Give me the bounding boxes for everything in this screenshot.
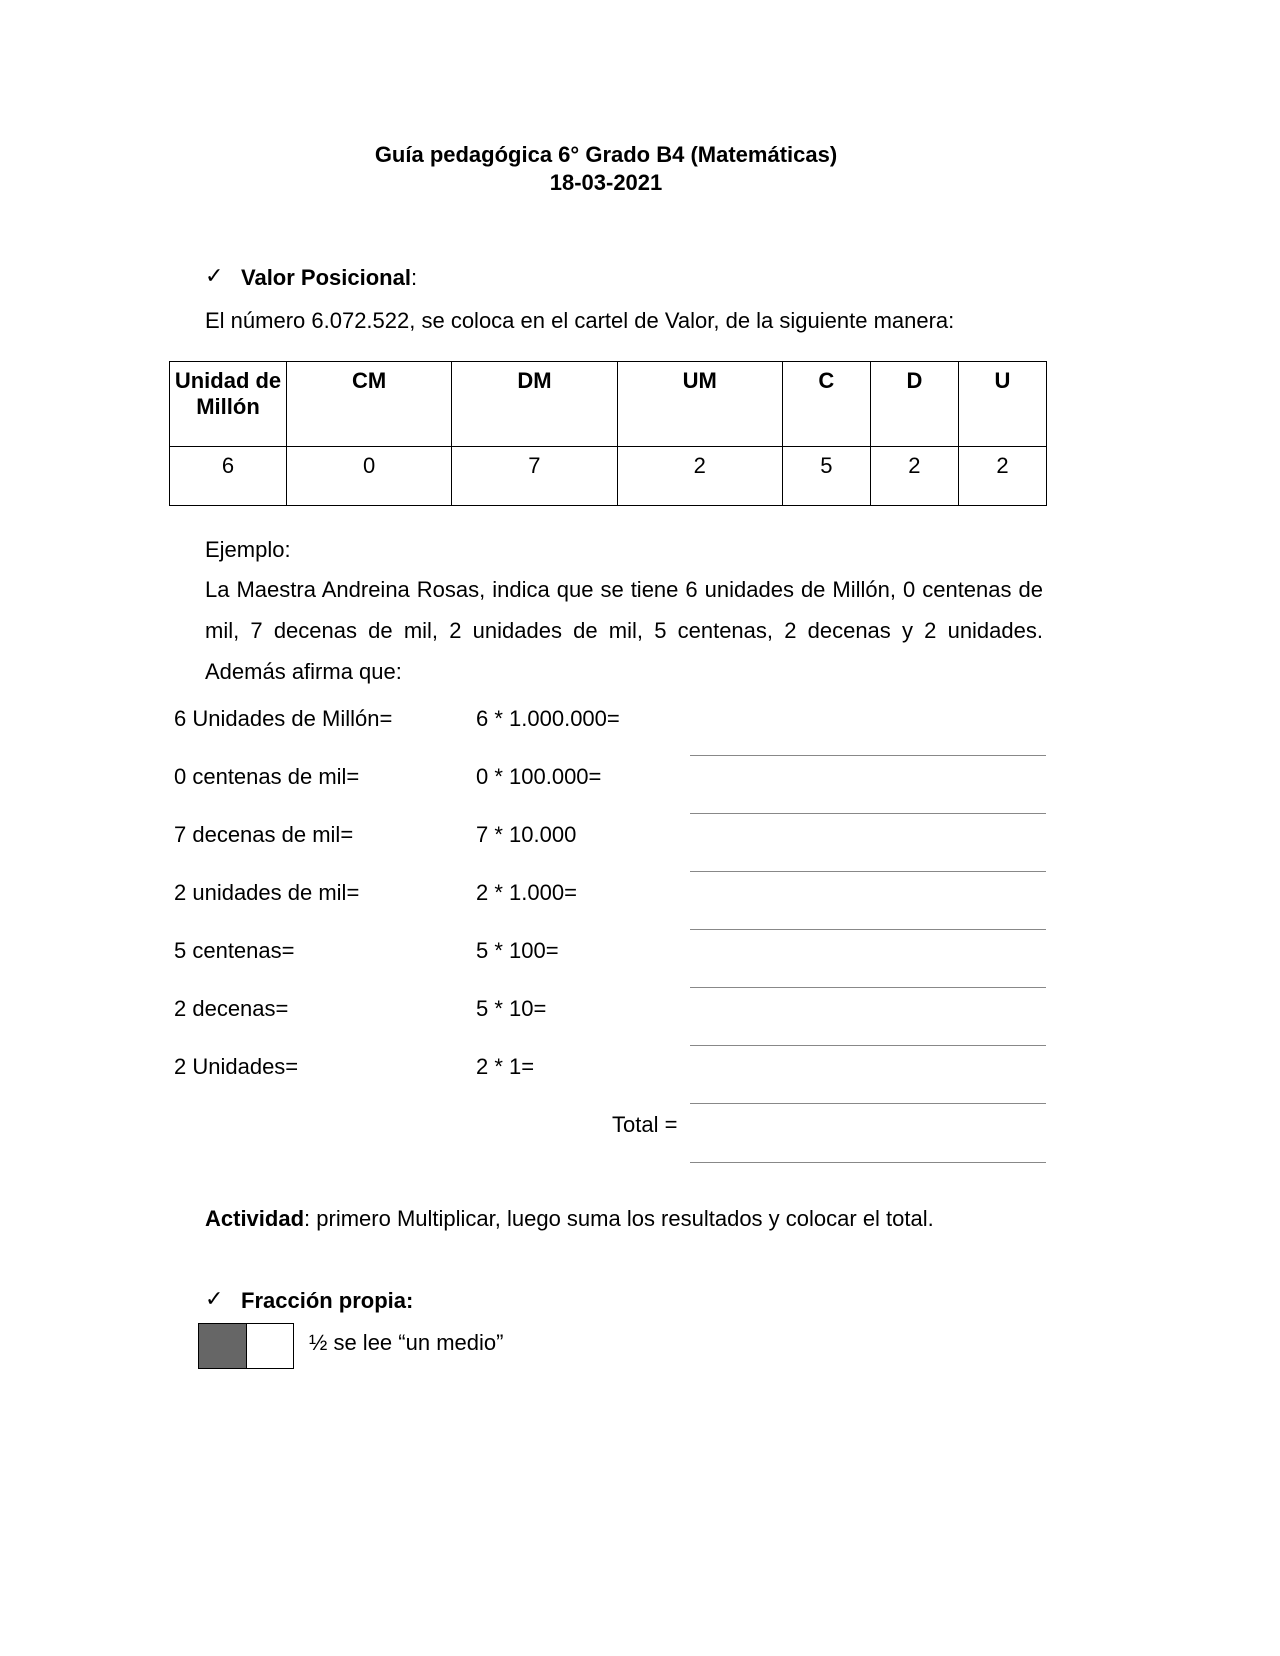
checkmark-icon: ✓ <box>205 263 224 288</box>
table-cell: 2 <box>870 447 958 506</box>
total-answer-line[interactable] <box>690 1162 1046 1163</box>
activity-text: : primero Multiplicar, luego suma los resultados y colocar el total. <box>304 1206 934 1231</box>
row-label: 2 Unidades= <box>174 1054 299 1079</box>
table-cell: 7 <box>452 447 617 506</box>
table-header: D <box>870 362 958 447</box>
row-expression: 5 * 100= <box>476 938 559 963</box>
total-label: Total = <box>612 1112 678 1137</box>
table-header: DM <box>452 362 617 447</box>
answer-line[interactable] <box>690 813 1046 814</box>
heading-colon: : <box>410 265 418 290</box>
answer-line[interactable] <box>690 1103 1046 1104</box>
row-label: 2 unidades de mil= <box>174 880 360 905</box>
table-cell: 2 <box>617 447 782 506</box>
section-heading: Fracción propia: <box>241 1288 414 1313</box>
table-header: UM <box>617 362 782 447</box>
row-label: 6 Unidades de Millón= <box>174 706 393 731</box>
document-title: Guía pedagógica 6° Grado B4 (Matemáticas) <box>374 142 838 167</box>
document-date: 18-03-2021 <box>549 170 663 195</box>
intro-text: El número 6.072.522, se coloca en el cartel de Valor, de la siguiente manera: <box>205 308 955 333</box>
answer-line[interactable] <box>690 1045 1046 1046</box>
fraction-bar <box>198 1323 294 1369</box>
row-label: 2 decenas= <box>174 996 289 1021</box>
activity-label: Actividad <box>205 1206 305 1231</box>
row-expression: 7 * 10.000 <box>476 822 577 847</box>
answer-line[interactable] <box>690 987 1046 988</box>
place-value-table <box>169 361 1047 506</box>
row-expression: 2 * 1= <box>476 1054 535 1079</box>
row-label: 0 centenas de mil= <box>174 764 360 789</box>
fraction-text: ½ se lee “un medio” <box>309 1330 504 1355</box>
checkmark-icon: ✓ <box>205 1286 224 1311</box>
fraction-empty-part <box>247 1324 293 1368</box>
table-cell: 5 <box>782 447 870 506</box>
row-label: 7 decenas de mil= <box>174 822 354 847</box>
table-cell: 6 <box>170 447 287 506</box>
section-heading: Valor Posicional <box>241 265 411 290</box>
row-label: 5 centenas= <box>174 938 295 963</box>
row-expression: 5 * 10= <box>476 996 547 1021</box>
answer-line[interactable] <box>690 755 1046 756</box>
row-expression: 2 * 1.000= <box>476 880 577 905</box>
table-cell: 0 <box>287 447 452 506</box>
row-expression: 0 * 100.000= <box>476 764 602 789</box>
answer-line[interactable] <box>690 871 1046 872</box>
row-expression: 6 * 1.000.000= <box>476 706 620 731</box>
table-header: C <box>782 362 870 447</box>
fraction-filled-part <box>199 1324 247 1368</box>
table-header: Unidad de Millón <box>170 362 287 447</box>
example-label: Ejemplo: <box>205 537 291 562</box>
example-text: La Maestra Andreina Rosas, indica que se tiene 6 unidades de Millón, 0 centenas de mil, 7 decenas de mil, 2 unidades de mil, 5 centenas, 2 decenas y 2 unidades. Además afirma que: <box>205 577 1043 684</box>
answer-line[interactable] <box>690 929 1046 930</box>
table-header: CM <box>287 362 452 447</box>
table-cell: 2 <box>958 447 1046 506</box>
table-header: U <box>958 362 1046 447</box>
